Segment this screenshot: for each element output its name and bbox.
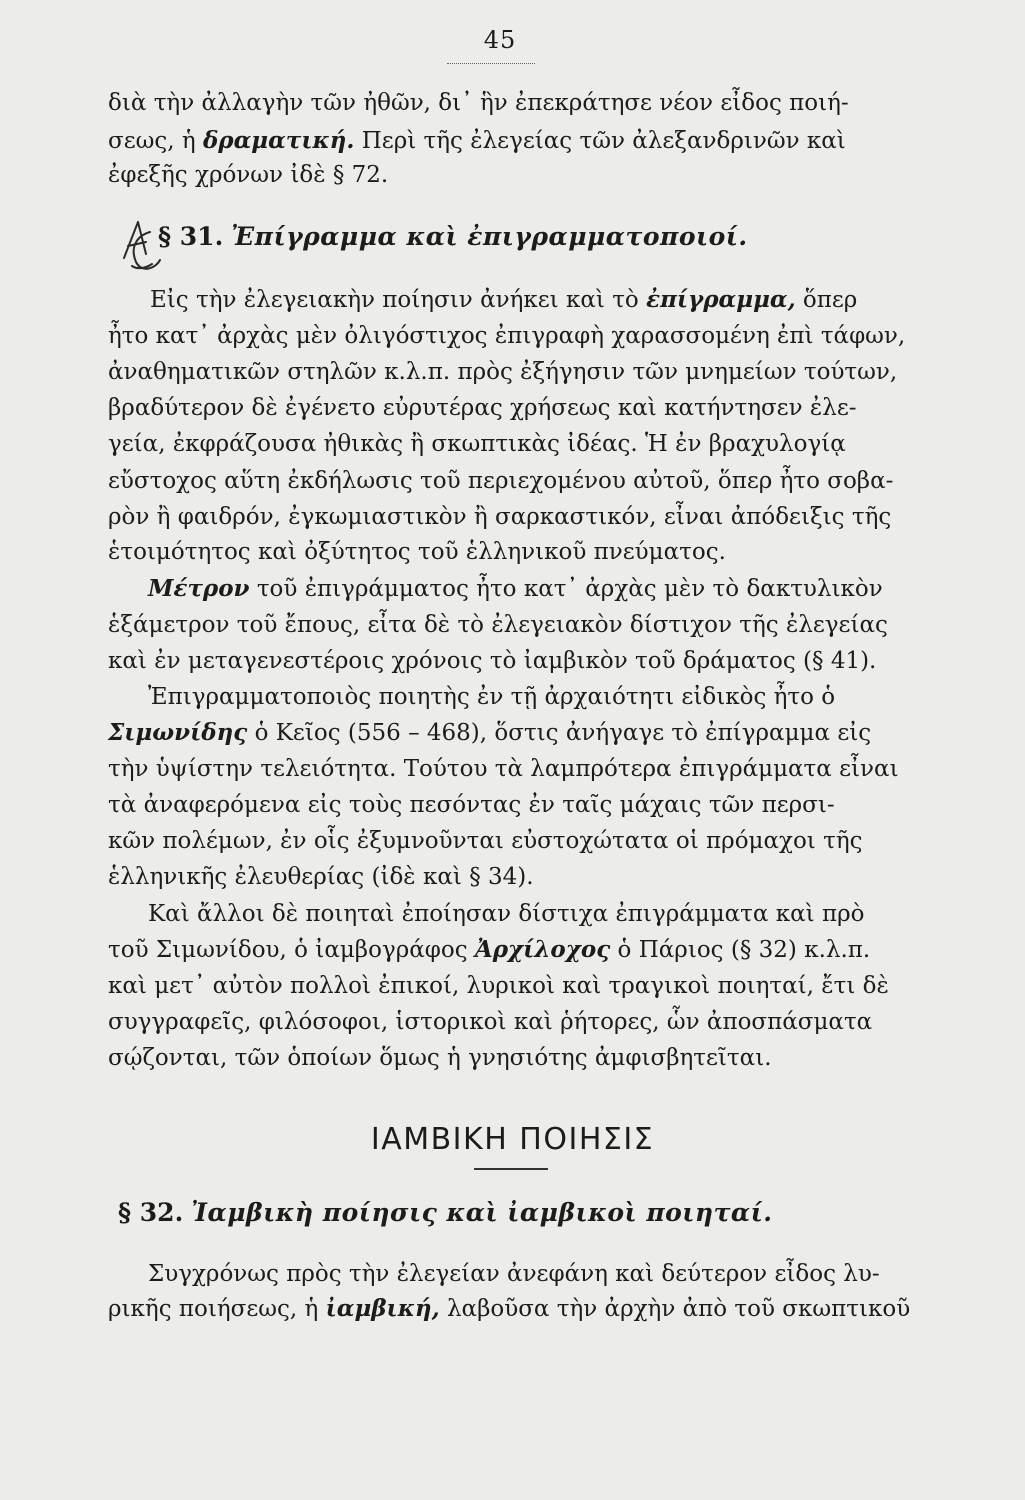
page-number-rule <box>447 63 535 64</box>
line-text: ἑξάμετρον τοῦ ἔπους, εἶτα δὲ τὸ ἐλεγειακὸν δίστιχον τῆς ἐλεγείας <box>108 612 888 638</box>
emphasized-term: Ἀρχίλοχος <box>474 936 611 963</box>
line-text: Καὶ ἄλλοι δὲ ποιηταὶ ἐποίησαν δίστιχα ἐπιγράμματα καὶ πρὸ <box>148 901 865 927</box>
line-text: ἑλληνικῆς ἐλευθερίας (ἰδὲ καὶ § 34). <box>108 864 534 890</box>
text-line <box>108 466 893 496</box>
text-line <box>108 160 388 190</box>
line-text: ἀναθηματικῶν στηλῶν κ.λ.π. πρὸς ἐξήγησιν τῶν μνημείων τούτων, <box>108 359 898 385</box>
heading-32-number: § 32. <box>118 1198 184 1227</box>
text-line <box>108 1043 772 1073</box>
section-title: ΙΑΜΒΙΚΗ ΠΟΙΗΣΙΣ <box>370 1122 655 1157</box>
line-text: τὴν ὑψίστην τελειότητα. Τούτου τὰ λαμπρότερα ἐπιγράμματα εἶναι <box>108 756 899 782</box>
section-title-rule <box>474 1168 548 1170</box>
heading-31-title: Ἐπίγραμμα καὶ ἐπιγραμματοποιοί. <box>231 222 748 251</box>
line-text: ὅπερ <box>795 287 858 313</box>
text-line <box>108 357 897 387</box>
page-number: 45 <box>483 26 517 54</box>
text-line <box>108 610 888 640</box>
emphasized-term: ἐπίγραμμα, <box>646 286 796 313</box>
text-line <box>108 718 871 748</box>
line-text: Συγχρόνως πρὸς τὴν ἐλεγείαν ἀνεφάνη καὶ δεύτερον εἶδος λυ- <box>148 1261 880 1287</box>
emphasized-term: ἰαμβική, <box>325 1295 440 1322</box>
heading-31-number: § 31. <box>158 222 224 251</box>
line-text: ρὸν ἢ φαιδρόν, ἐγκωμιαστικὸν ἢ σαρκαστικόν, εἶναι ἀπόδειξις τῆς <box>108 504 892 530</box>
line-text: ἑτοιμότητος καὶ ὀξύτητος τοῦ ἑλληνικοῦ πνεύματος. <box>108 539 726 565</box>
heading-section-31 <box>158 222 748 252</box>
text-line <box>148 682 835 712</box>
line-text: Εἰς τὴν ἐλεγειακὴν ποίησιν ἀνήκει καὶ τὸ <box>150 287 647 313</box>
text-line <box>108 429 846 459</box>
text-line <box>108 1007 872 1037</box>
line-text: βραδύτερον δὲ ἐγένετο εὐρυτέρας χρήσεως καὶ κατήντησεν ἐλε- <box>108 395 857 421</box>
line-text: κῶν πολέμων, ἐν οἷς ἐξυμνοῦνται εὐστοχώτατα οἱ πρόμαχοι τῆς <box>108 828 863 854</box>
text-line <box>108 971 889 1001</box>
line-text: γεία, ἐκφράζουσα ἠθικὰς ἢ σκωπτικὰς ἰδέας. Ἡ ἐν βραχυλογίᾳ <box>108 431 846 457</box>
line-text: ρικῆς ποιήσεως, ἡ <box>108 1296 326 1322</box>
line-text: λαβοῦσα τὴν ἀρχὴν ἀπὸ τοῦ σκωπτικοῦ <box>439 1296 911 1322</box>
text-line <box>108 321 905 351</box>
library-stamp-mark <box>116 218 164 278</box>
text-line <box>108 826 863 856</box>
text-line <box>108 502 891 532</box>
line-text: διὰ τὴν ἀλλαγὴν τῶν ἠθῶν, δι᾽ ἣν ἐπεκράτησε νέον εἶδος ποιή- <box>108 90 849 116</box>
line-text: ὁ Κεῖος (556 – 468), ὅστις ἀνήγαγε τὸ ἐπίγραμμα εἰς <box>247 720 872 746</box>
line-text: τοῦ Σιμωνίδου, ὁ ἰαμβογράφος <box>108 937 475 963</box>
line-text: Ἐπιγραμματοποιὸς ποιητὴς ἐν τῇ ἀρχαιότητι εἰδικὸς ἦτο ὁ <box>148 684 836 710</box>
line-text: σεως, ἡ <box>108 128 203 154</box>
line-text: σῴζονται, τῶν ὁποίων ὅμως ἡ γνησιότης ἀμφισβητεῖται. <box>108 1045 772 1071</box>
line-text: ἦτο κατ᾽ ἀρχὰς μὲν ὀλιγόστιχος ἐπιγραφὴ χαρασσομένη ἐπὶ τάφων, <box>108 323 906 349</box>
text-line <box>108 935 870 965</box>
line-text: καὶ μετ᾽ αὐτὸν πολλοὶ ἐπικοί, λυρικοὶ καὶ τραγικοὶ ποιηταί, ἔτι δὲ <box>108 973 889 999</box>
text-line <box>108 790 835 820</box>
text-line <box>108 126 846 156</box>
heading-32-title: Ἰαμβικὴ ποίησις καὶ ἰαμβικοὶ ποιηταί. <box>191 1198 773 1227</box>
text-line <box>148 1259 880 1289</box>
emphasized-term: δραματική. <box>202 127 355 154</box>
text-line <box>108 862 534 892</box>
line-text: καὶ ἐν μεταγενεστέροις χρόνοις τὸ ἰαμβικὸν τοῦ δράματος (§ 41). <box>108 648 877 674</box>
emphasized-term: Σιμωνίδης <box>108 719 248 746</box>
text-line <box>148 899 864 929</box>
text-line <box>108 393 857 423</box>
text-line <box>150 285 857 315</box>
line-text: εὔστοχος αὕτη ἐκδήλωσις τοῦ περιεχομένου αὐτοῦ, ὅπερ ἦτο σοβα- <box>108 468 894 494</box>
heading-section-32 <box>118 1198 772 1228</box>
text-line <box>148 574 883 604</box>
text-line <box>108 88 849 118</box>
text-line <box>108 646 876 676</box>
emphasized-term: Μέτρον <box>148 575 250 602</box>
line-text: τὰ ἀναφερόμενα εἰς τοὺς πεσόντας ἐν ταῖς μάχαις τῶν περσι- <box>108 792 835 818</box>
line-text: ὁ Πάριος (§ 32) κ.λ.π. <box>610 937 871 963</box>
text-line <box>108 537 726 567</box>
line-text: συγγραφεῖς, φιλόσοφοι, ἱστορικοὶ καὶ ῥήτορες, ὧν ἀποσπάσματα <box>108 1009 873 1035</box>
line-text: ἐφεξῆς χρόνων ἰδὲ § 72. <box>108 162 389 188</box>
line-text: τοῦ ἐπιγράμματος ἦτο κατ᾽ ἀρχὰς μὲν τὸ δακτυλικὸν <box>249 576 883 602</box>
text-line <box>108 1294 910 1324</box>
text-line <box>108 754 899 784</box>
line-text: Περὶ τῆς ἐλεγείας τῶν ἀλεξανδρινῶν καὶ <box>354 128 846 154</box>
